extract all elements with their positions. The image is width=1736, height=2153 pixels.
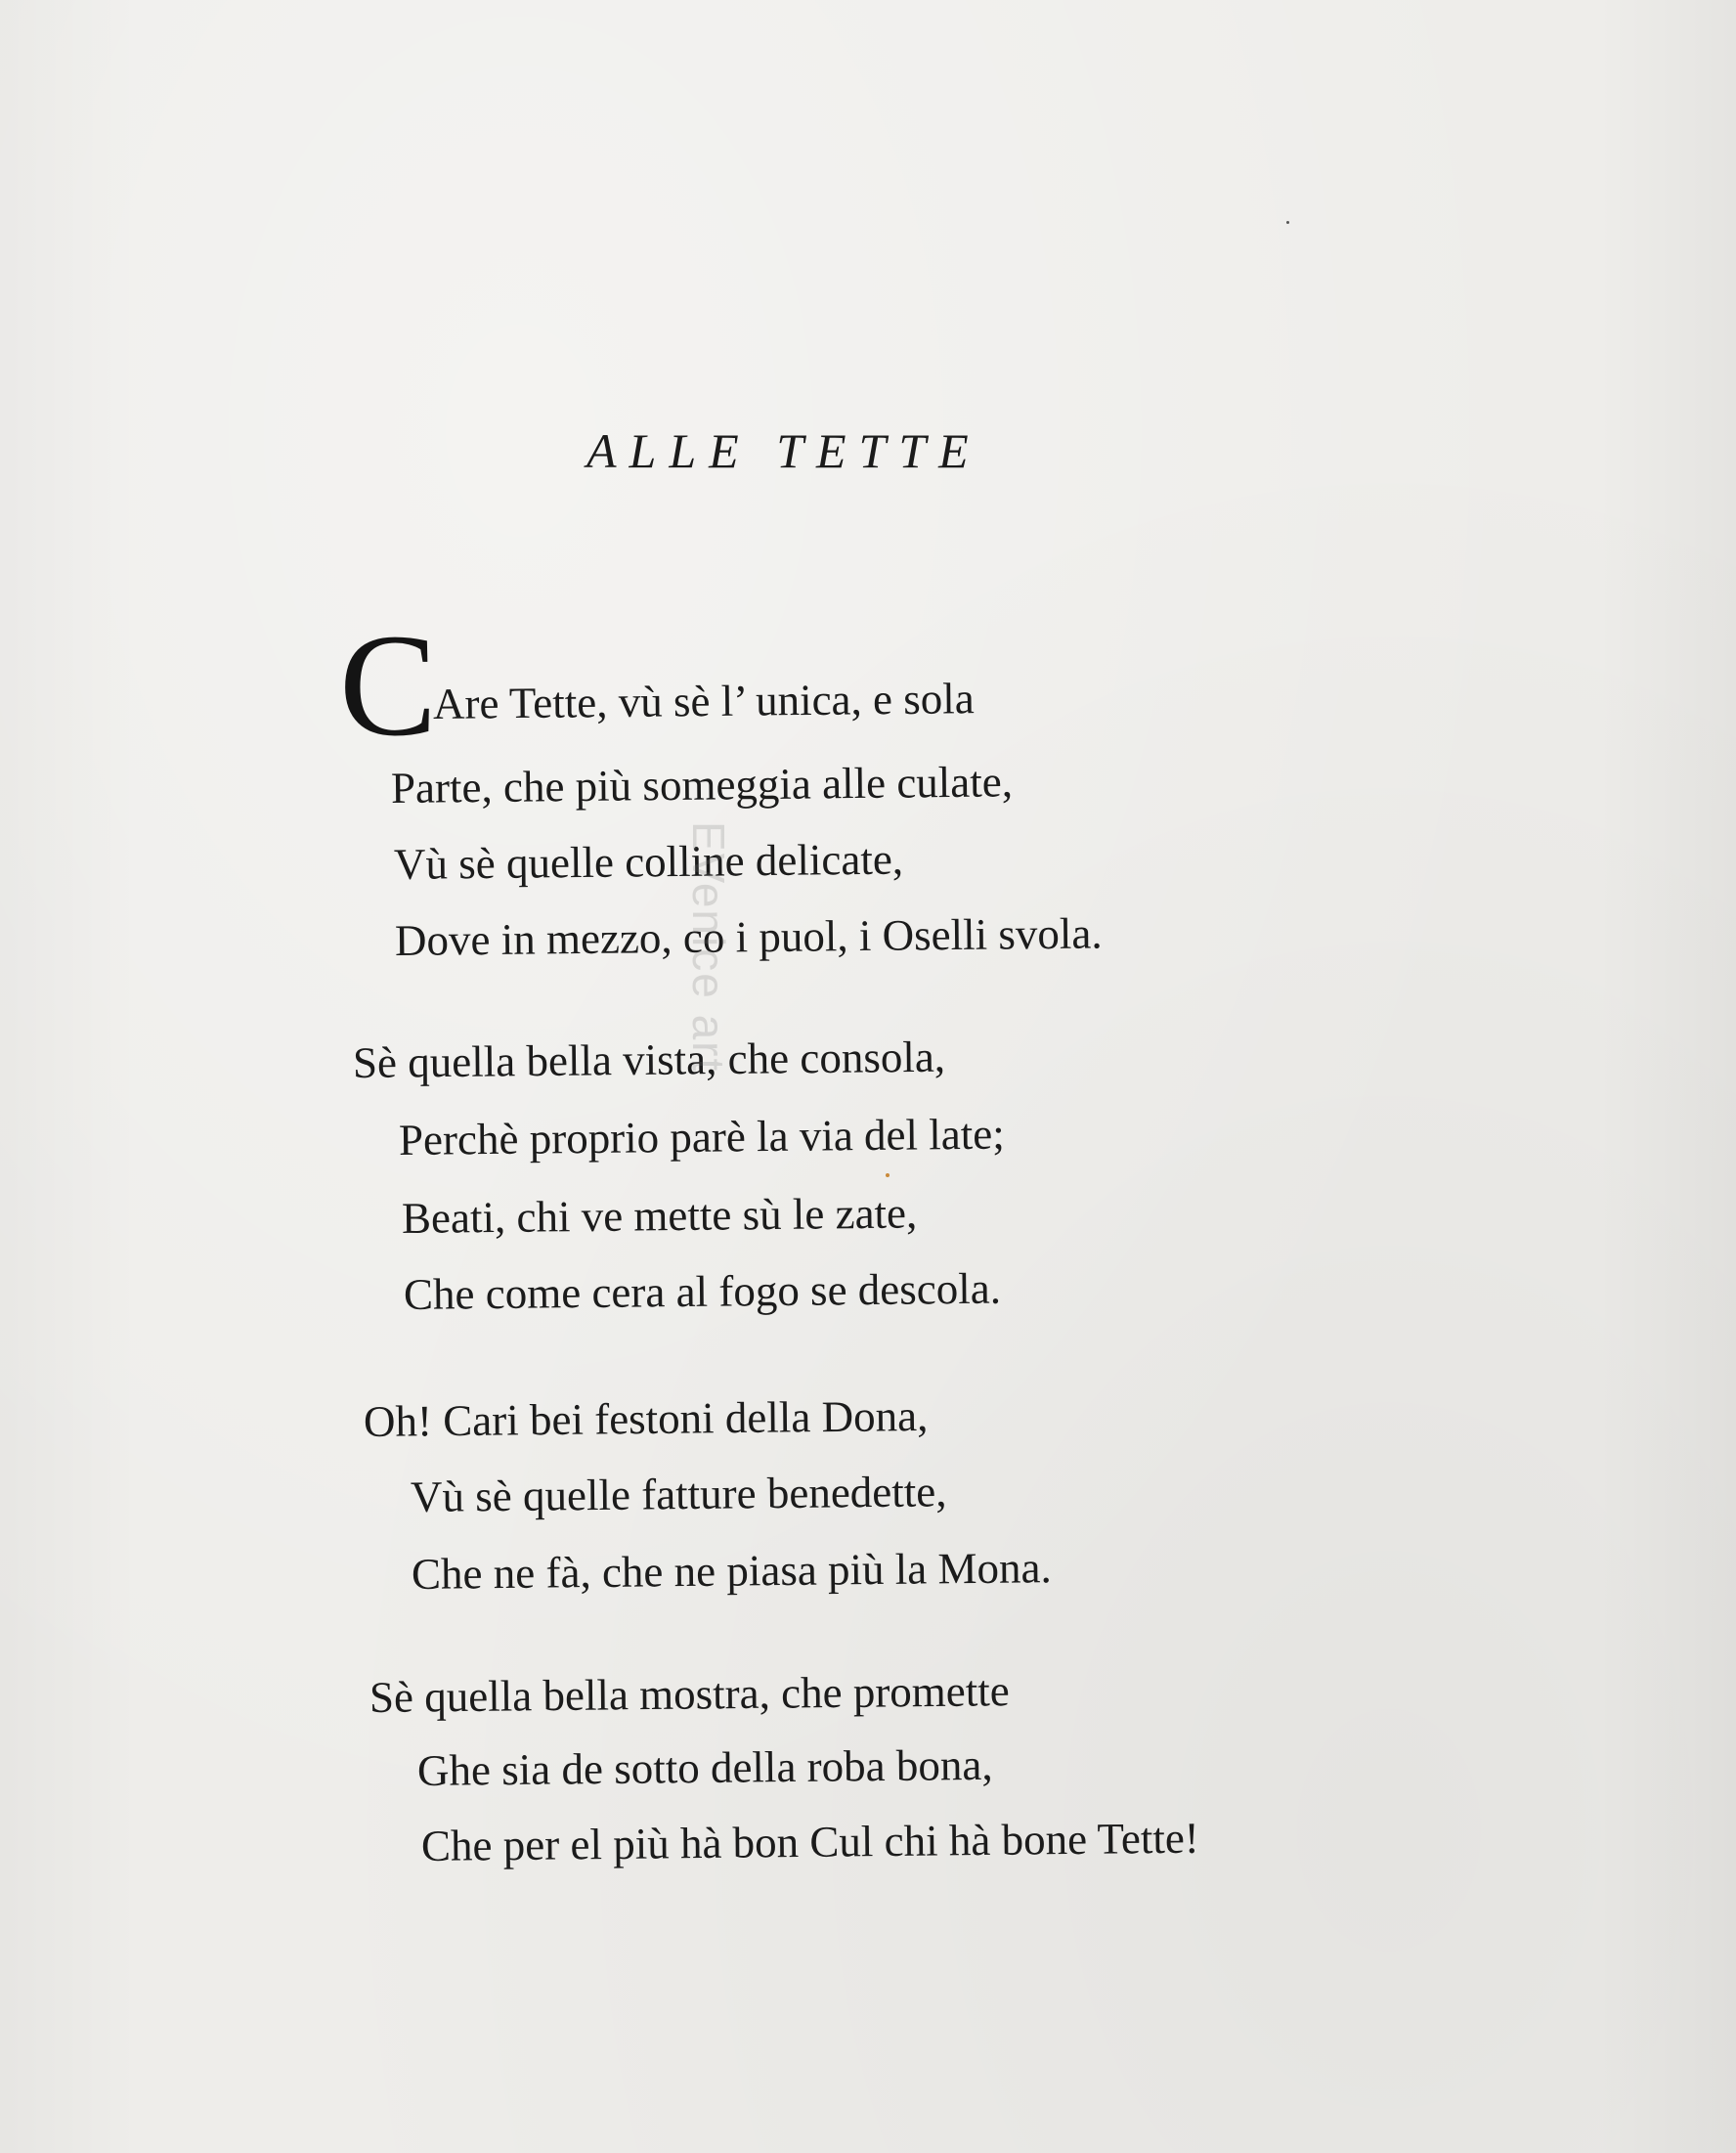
verse-line: Are Tette, vù sè l’ unica, e sola	[432, 674, 975, 728]
paper-speck	[1286, 221, 1289, 224]
verse-line: Che ne fà, che ne piasa più la Mona.	[411, 1543, 1052, 1599]
drop-cap-letter: C	[339, 604, 438, 767]
verse-line: Dove in mezzo, co i puol, i Oselli svola.	[394, 908, 1103, 965]
verse-line: Oh! Cari bei festoni della Dona,	[363, 1390, 929, 1446]
verse-line: Perchè proprio parè la via del late;	[398, 1109, 1005, 1164]
verse-line: Che come cera al fogo se descola.	[403, 1263, 1002, 1319]
verse-line: Sè quella bella vista, che consola,	[352, 1032, 946, 1087]
verse-line: Che per el più hà bon Cul chi hà bone Tette!	[420, 1813, 1200, 1870]
poem-title: ALLE TETTE	[586, 423, 981, 478]
watermark: EVenice art	[683, 821, 734, 1074]
verse-line: Sè quella bella mostra, che promette	[369, 1666, 1010, 1722]
verse-line: Beati, chi ve mette sù le zate,	[401, 1188, 918, 1243]
verse-line: Parte, che più someggia alle culate,	[390, 757, 1014, 813]
paper-speck	[886, 1173, 890, 1177]
verse-line: Ghe sia de sotto della roba bona,	[416, 1739, 993, 1795]
verse-line: Vù sè quelle fatture benedette,	[410, 1467, 947, 1521]
verse-line: Vù sè quelle colline delicate,	[393, 834, 904, 889]
